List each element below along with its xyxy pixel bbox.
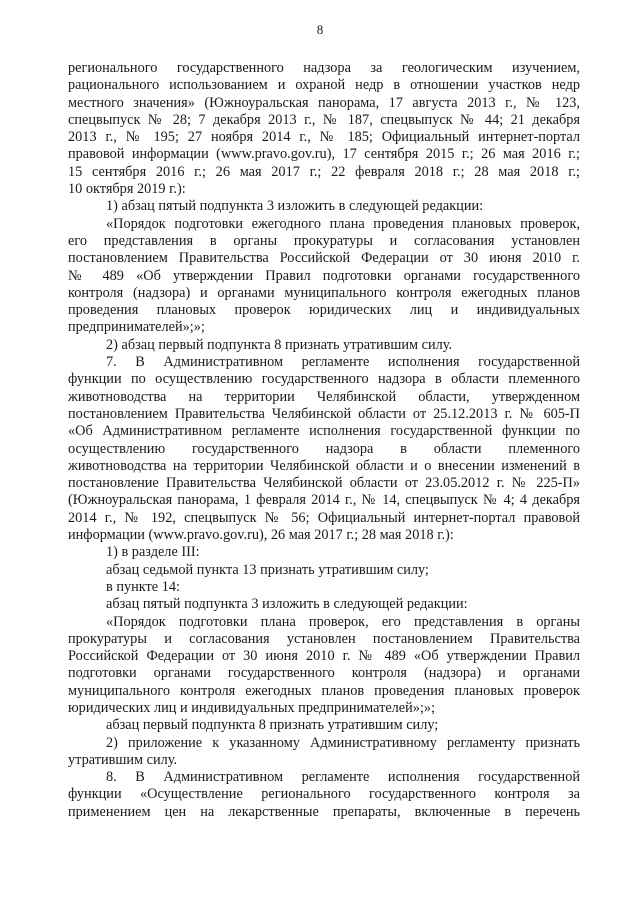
text-line: 2) приложение к указанному Административному регламенту признать (106, 734, 580, 751)
text-line: (Южноуральская панорама, 1 февраля 2014 г., № 14, спецвыпуск № 4; 4 декабря (68, 492, 580, 509)
page-number: 8 (316, 22, 324, 37)
text-line: абзац пятый подпункта 3 изложить в следующей редакции: (106, 596, 468, 613)
text-line: 2014 г., № 192, спецвыпуск № 56; Официальный интернет-портал правовой (68, 509, 580, 526)
text-line: информации (www.pravo.gov.ru), 26 мая 2017 г.; 28 мая 2018 г.): (68, 527, 454, 544)
text-line: предпринимателей»;»; (68, 319, 205, 336)
text-line: функции по осуществлению государственного надзора в области племенного (68, 371, 580, 388)
text-line: 2013 г., № 195; 27 ноября 2014 г., № 185; Официальный интернет-портал (68, 129, 580, 146)
text-line: 15 сентября 2016 г.; 26 мая 2017 г.; 22 февраля 2018 г.; 28 мая 2018 г.; (68, 163, 580, 180)
text-line: утратившим силу. (68, 751, 178, 768)
text-line: постановлением Правительства Челябинской области от 25.12.2013 г. № 605-П (68, 405, 580, 422)
text-line: местного значения» (Южноуральская панорама, 17 августа 2013 г., № 123, (68, 94, 580, 111)
text-line: абзац первый подпункта 8 признать утратившим силу; (106, 717, 439, 734)
text-line: муниципального контроля ежегодных планов проведения плановых проверок (68, 682, 580, 699)
text-line: контроля (надзора) и органами муниципального контроля ежегодных планов (68, 284, 580, 301)
text-line: 7. В Административном регламенте исполнения государственной (106, 354, 580, 371)
text-line: правовой информации (www.pravo.gov.ru), 17 сентября 2015 г.; 26 мая 2016 г.; (68, 146, 580, 163)
text-line: его представления в органы прокуратуры и согласования установлен (68, 232, 580, 249)
text-line: прокуратуры и согласования установлен постановлением Правительства (68, 630, 580, 647)
text-line: «Порядок подготовки плана проверок, его представления в органы (106, 613, 580, 630)
text-line: 10 октября 2019 г.): (68, 181, 186, 198)
text-line: «Об Административном регламенте исполнения государственной функции по (68, 423, 580, 440)
text-line: применением цен на лекарственные препараты, включенные в перечень (68, 803, 580, 820)
text-line: Российской Федерации от 30 июня 2010 г. № 489 «Об утверждении Правил (68, 648, 580, 665)
text-line: 8. В Административном регламенте исполнения государственной (106, 769, 580, 786)
text-line: в пункте 14: (106, 578, 180, 595)
text-line: 1) в разделе III: (106, 544, 200, 561)
text-line: № 489 «Об утверждении Правил подготовки органами государственного (68, 267, 580, 284)
text-line: абзац седьмой пункта 13 признать утратившим силу; (106, 561, 429, 578)
text-line: 2) абзац первый подпункта 8 признать утратившим силу. (106, 336, 453, 353)
text-line: постановление Правительства Челябинской области от 23.05.2012 г. № 225-П» (68, 475, 580, 492)
text-line: регионального государственного надзора за геологическим изучением, (68, 60, 580, 76)
text-line: проведения плановых проверок юридических лиц и индивидуальных (68, 302, 580, 319)
text-line: постановлением Правительства Российской Федерации от 30 июня 2010 г. (68, 250, 580, 267)
text-line: животноводства на территории Челябинской области и о внесении изменений в (68, 457, 580, 474)
text-line: юридических лиц и индивидуальных предпринимателей»;»; (68, 699, 436, 716)
document-body (68, 60, 580, 821)
text-line: осуществлению государственного надзора в области племенного (68, 440, 580, 457)
text-line: спецвыпуск № 28; 7 декабря 2013 г., № 187, спецвыпуск № 44; 21 декабря (68, 111, 580, 128)
text-line: подготовки органами государственного контроля (надзора) и органами (68, 665, 580, 682)
text-line: функции «Осуществление регионального государственного контроля за (68, 786, 580, 803)
text-line: животноводства на территории Челябинской области, утвержденном (68, 388, 580, 405)
text-line: рационального использованием и охраной недр в отношении участков недр (68, 77, 580, 94)
text-line: 1) абзац пятый подпункта 3 изложить в следующей редакции: (106, 198, 484, 215)
text-line: «Порядок подготовки ежегодного плана проведения плановых проверок, (106, 215, 580, 232)
